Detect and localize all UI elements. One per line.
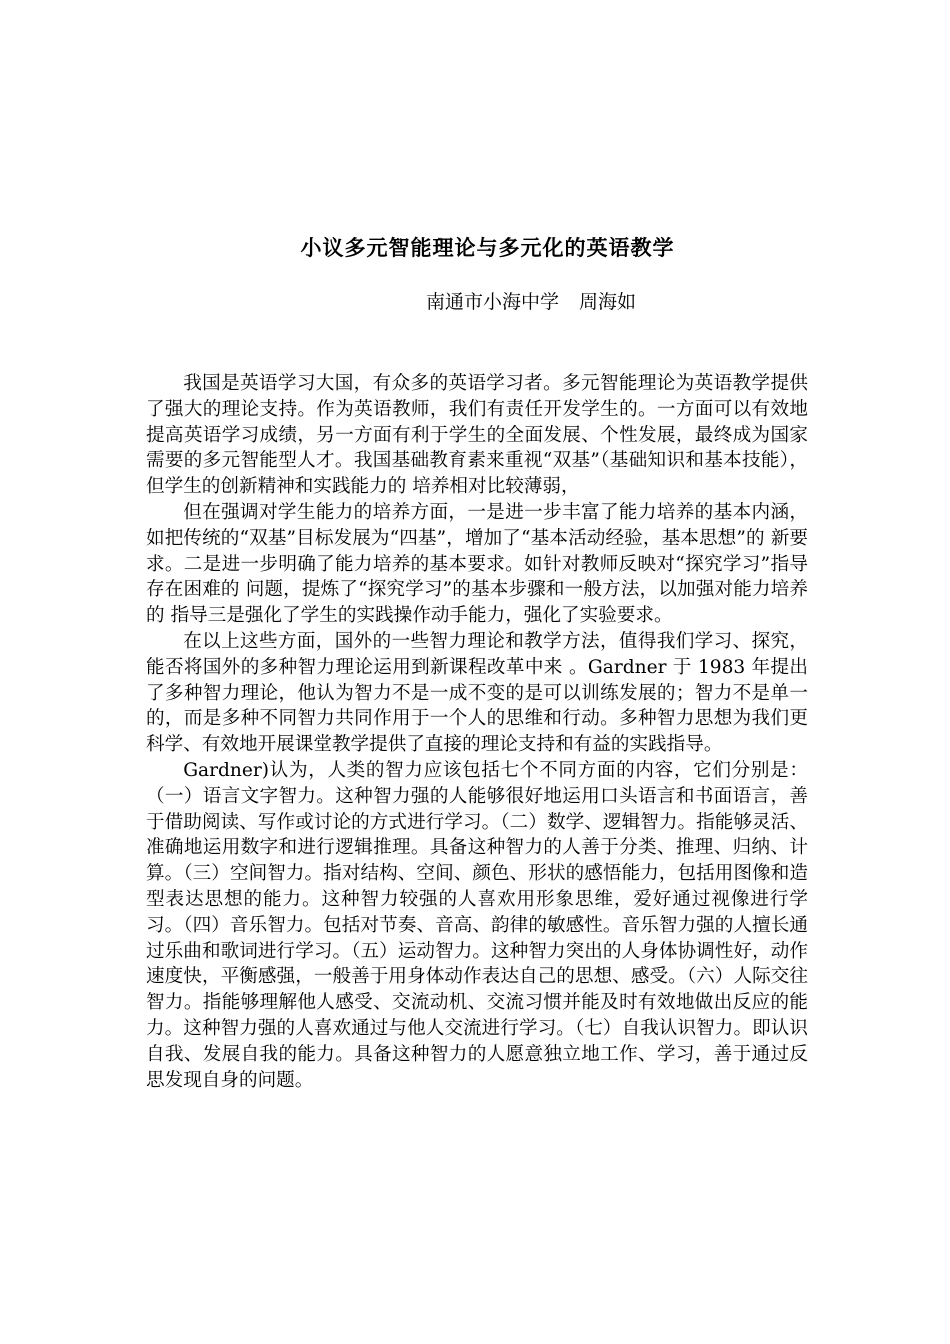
document-title: 小议多元智能理论与多元化的英语教学 (300, 235, 675, 260)
author-byline (426, 287, 636, 314)
author-school: 南通市小海中学 (426, 291, 560, 313)
document-body (146, 371, 808, 1093)
body-paragraph: 在以上这些方面，国外的一些智力理论和教学方法，值得我们学习、探究，能否将国外的多种智力理论运用到新课程改革中来 。Gardner 于 1983 年提出了多种智力理论，他认为智力不是一成不变的是可以训练发展的；智力不是单一的，而是多种不同智力共同作用于一个人的思维和行动。多种智力思想为我们更科学、有效地开展课堂教学提供了直接的理论支持和有益的实践指导。 (146, 630, 808, 756)
author-name: 周海如 (579, 291, 637, 313)
body-paragraph: Gardner)认为，人类的智力应该包括七个不同方面的内容，它们分别是：（一）语言文字智力。这种智力强的人能够很好地运用口头语言和书面语言，善于借助阅读、写作或讨论的方式进行学习。（二）数学、逻辑智力。指能够灵活、准确地运用数字和进行逻辑推理。具备这种智力的人善于分类、推理、归纳、计算。（三）空间智力。指对结构、空间、颜色、形状的感悟能力，包括用图像和造型表达思想的能力。这种智力较强的人喜欢用形象思维，爱好通过视像进行学习。（四）音乐智力。包括对节奏、音高、韵律的敏感性。音乐智力强的人擅长通过乐曲和歌词进行学习。（五）运动智力。这种智力突出的人身体协调性好，动作速度快，平衡感强，一般善于用身体动作表达自己的思想、感受。（六）人际交往智力。指能够理解他人感受、交流动机、交流习惯并能及时有效地做出反应的能力。这种智力强的人喜欢通过与他人交流进行学习。（七）自我认识智力。即认识自我、发展自我的能力。具备这种智力的人愿意独立地工作、学习，善于通过反思发现自身的问题。 (146, 759, 808, 1091)
body-paragraph: 我国是英语学习大国，有众多的英语学习者。多元智能理论为英语教学提供了强大的理论支持。作为英语教师，我们有责任开发学生的。一方面可以有效地提高英语学习成绩，另一方面有利于学生的全面发展、个性发展，最终成为国家需要的多元智能型人才。我国基础教育素来重视“双基”（基础知识和基本技能），但学生的创新精神和实践能力的 培养相对比较薄弱， (146, 373, 808, 498)
body-paragraph: 但在强调对学生能力的培养方面，一是进一步丰富了能力培养的基本内涵，如把传统的“双基”目标发展为“四基”，增加了“基本活动经验，基本思想”的 新要求。二是进一步明确了能力培养的基本要求。如针对教师反映对“探究学习”指导存在困难的 问题，提炼了“探究学习”的基本步骤和一般方法，以加强对能力培养的 指导三是强化了学生的实践操作动手能力，强化了实验要求。 (146, 501, 808, 627)
